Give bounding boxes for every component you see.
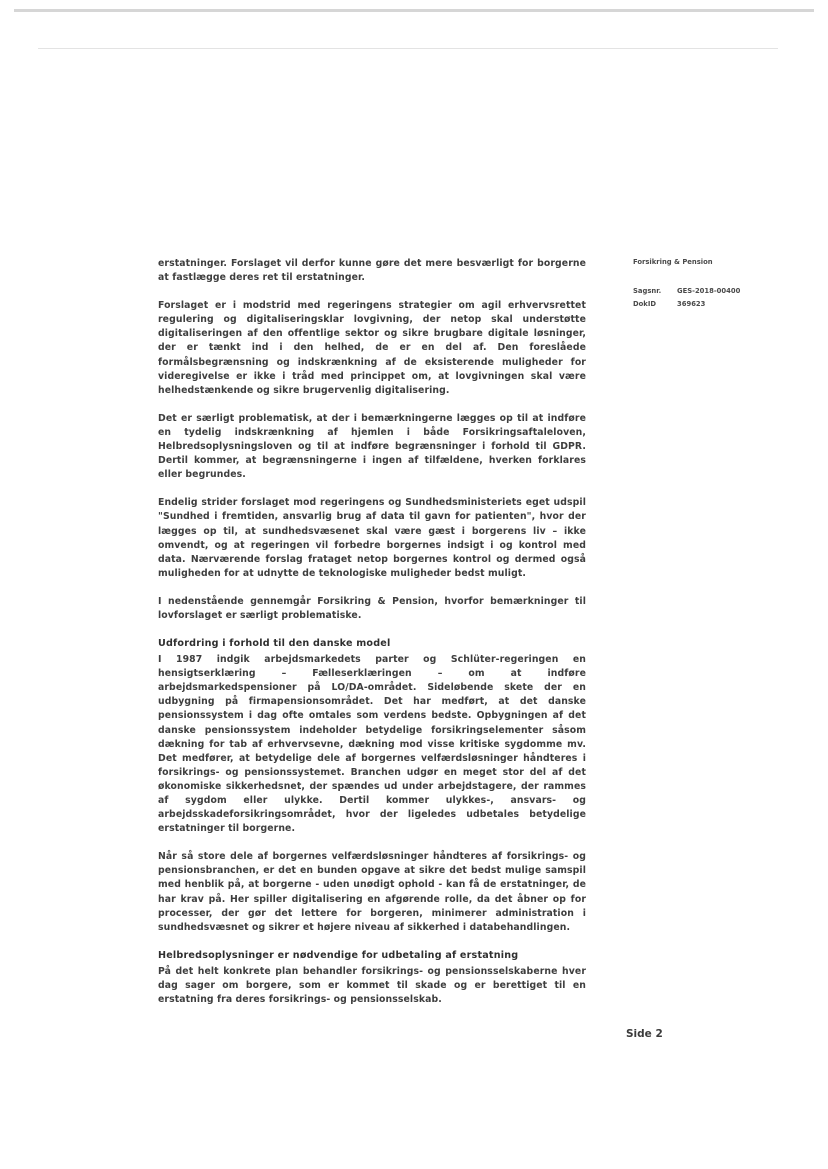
document-body xyxy=(158,257,586,1021)
meta-value: 369623 xyxy=(677,299,706,308)
sidebar-organization: Forsikring & Pension xyxy=(633,258,713,266)
section-heading-danish-model: Udfordring i forhold til den danske model xyxy=(158,638,391,650)
paragraph-6: I 1987 indgik arbejdsmarkedets parter og Schlüter-regeringen en hensigtserklæring – Fælleserklæringen – om at indføre arbejdsmarkedspensioner på LO/DA-området. Sideløbende skete der en udbygning på firmapensionsområdet. Det har medført, at det danske pensionssystem i dag ofte omtales som verdens bedste. Opbygningen af det danske pensionssystem indeholder betydelige forsikringselementer såsom dækning for tab af erhvervsevne, dækning mod visse kritiske sygdomme mv. Det medfører, at betydelige dele af borgernes velfærdsløsninger håndteres i forsikrings- og pensionssystemet. Branchen udgør en meget stor del af det økonomiske sikkerhedsnet, der spændes ud under arbejdstagere, der rammes af sygdom eller ulykke. Dertil kommer ulykkes-, ansvars- og arbejdsskadeforsikringsområdet, hvor der ligeledes udbetales betydelige erstatninger til borgerne. xyxy=(158,654,586,835)
paragraph-8: På det helt konkrete plan behandler forsikrings- og pensionsselskaberne hver dag sager om borgere, som er kommet til skade og er berettiget til en erstatning fra deres forsikrings- og pensionsselskab. xyxy=(158,965,586,1006)
page-number: Side 2 xyxy=(626,1028,663,1040)
meta-value: GES-2018-00400 xyxy=(677,287,741,295)
document-sidebar xyxy=(633,258,783,310)
scan-faint-line xyxy=(38,48,778,49)
meta-row-doc-id xyxy=(633,298,783,311)
section-heading-health-info: Helbredsoplysninger er nødvendige for udbetaling af erstatning xyxy=(158,949,519,961)
scan-edge-line xyxy=(14,9,814,12)
paragraph-7: Når så store dele af borgernes velfærdsløsninger håndteres af forsikrings- og pensionsbranchen, er det en bunden opgave at sikre det bedst mulige samspil med henblik på, at borgerne - uden unødigt ophold - kan få de erstatninger, de har krav på. Her spiller digitalisering en afgørende rolle, da det åbner op for processer, der gør det lettere for borgeren, minimerer administration i sundhedsvæsnet og sikrer et højere niveau af sikkerhed i databehandlingen. xyxy=(158,851,586,933)
meta-label: DokID xyxy=(633,299,657,308)
paragraph-3: Det er særligt problematisk, at der i bemærkningerne lægges op til at indføre en tydelig indskrænkning af hjemlen i både Forsikringsaftaleloven, Helbredsoplysningsloven og til at indføre begrænsninger i forhold til GDPR. Dertil kommer, at begrænsningerne i ingen af tilfældene, hverken forklares eller begrundes. xyxy=(158,412,586,481)
paragraph-5: I nedenstående gennemgår Forsikring & Pension, hvorfor bemærkninger til lovforslaget er særligt problematiske. xyxy=(158,595,586,621)
paragraph-2: Forslaget er i modstrid med regeringens strategier om agil erhvervsrettet regulering og digitaliseringsklar lovgivning, der netop skal understøtte digitaliseringen af den offentlige sektor og sikre brugbare digitale løsninger, der er tænkt ind i den helhed, de er en del af. Den foreslåede formålsbegrænsning og indskrænkning af de eksisterende muligheder for videregivelse er ikke i tråd med princippet om, at lovgivningen skal være helhedstænkende og sikre brugervenlig digitalisering. xyxy=(158,300,586,396)
meta-label: Sagsnr. xyxy=(633,287,662,295)
paragraph-4: Endelig strider forslaget mod regeringens og Sundhedsministeriets eget udspil "Sundhed i fremtiden, ansvarlig brug af data til gavn for patienten", hvor der lægges op til, at sundhedsvæsenet skal være gæst i borgerens liv – ikke omvendt, og at regeringen vil forbedre borgernes indsigt i og kontrol med data. Nærværende forslag frataget netop borgernes kontrol og dermed også muligheden for at udnytte de teknologiske muligheder bedst muligt. xyxy=(158,497,586,579)
meta-row-case-number xyxy=(633,285,783,298)
paragraph-1: erstatninger. Forslaget vil derfor kunne gøre det mere besværligt for borgerne at fastlægge deres ret til erstatninger. xyxy=(158,258,586,284)
